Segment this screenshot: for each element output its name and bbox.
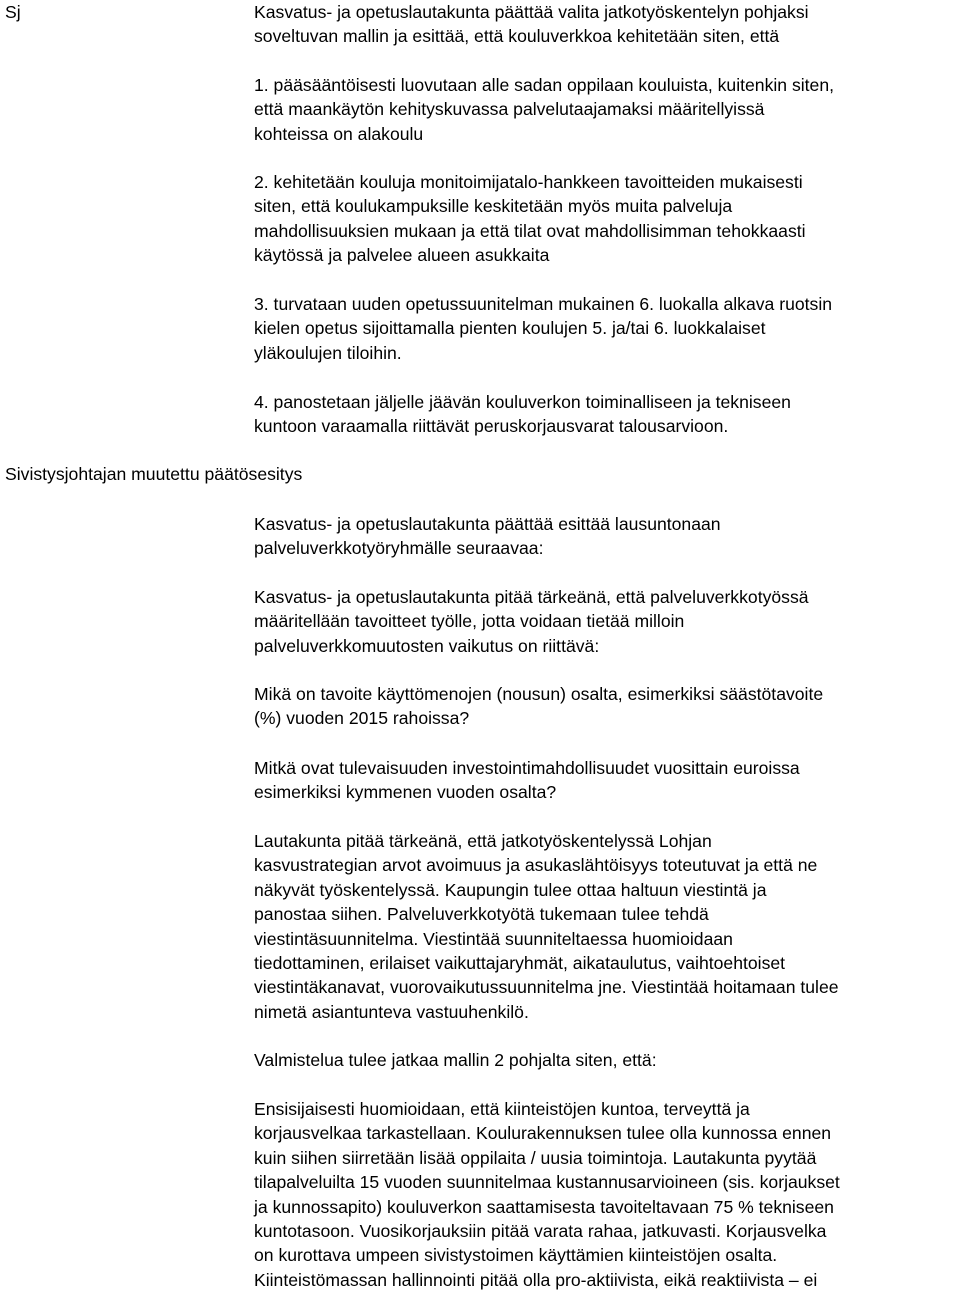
communication-paragraph: Lautakunta pitää tärkeänä, että jatkotyöskentelyssä Lohjan kasvustrategian arvot avoimuus ja asukaslähtöisyys toteutuvat ja että ne näkyvät työskentelyssä. Kaupungin tulee ottaa haltuun viestintä ja panostaa siihen. Palveluverkkotyötä tukemaan tulee tehdä viestintäsuunnitelma. Viestintää suunniteltaessa huomioidaan tiedottaminen, erilaiset vaikuttajaryhmät, aikataulutus, vaihtoehtoiset viestintäkanavat, vuorovaikutussuunnitelma jne. Viestintää hoitamaan tulee nimetä asiantunteva vastuuhenkilö. <box>254 831 839 1022</box>
question-savings-paragraph: Mikä on tavoite käyttömenojen (nousun) osalta, esimerkiksi säästötavoite (%) vuoden 2015 rahoissa? <box>254 684 824 729</box>
question-investments-paragraph: Mitkä ovat tulevaisuuden investointimahdollisuudet vuosittain euroissa esimerkiksi kymmenen vuoden osalta? <box>254 758 800 803</box>
list-item-2: 2. kehitetään kouluja monitoimijatalo-hankkeen tavoitteiden mukaisesti siten, että koulukampuksille keskitetään myös muita palveluja mahdollisuuksien mukaan ja että tilat ovat mahdollisimman tehokkaasti käytössä ja palvelee alueen asukkaita <box>254 172 806 266</box>
preparation-paragraph: Valmistelua tulee jatkaa mallin 2 pohjalta siten, että: <box>254 1050 657 1070</box>
targets-paragraph: Kasvatus- ja opetuslautakunta pitää tärkeänä, että palveluverkkotyössä määritellään tavoitteet työlle, jotta voidaan tietää milloin palveluverkkomuutosten vaikutus on riittävä: <box>254 587 809 656</box>
property-condition-paragraph: Ensisijaisesti huomioidaan, että kiinteistöjen kuntoa, terveyttä ja korjausvelkaa tarkastellaan. Koulurakennuksen tulee olla kunnossa ennen kuin siihen siirretään lisää oppilaita / uusia toimintoja. Lautakunta pyytää tilapalveluilta 15 vuoden suunnitelmaa kustannusarvioineen (sis. korjaukset ja kunnossapito) kouluverkon saattamisesta tavoiteltavaan 75 % tekniseen kuntotasoon. Vuosikorjauksiin pitää varata rahaa, jatkuvasti. Korjausvelka on kurottava umpeen sivistystoimen käyttämien kiinteistöjen osalta. Kiinteistömassan hallinnointi pitää olla pro-aktiivista, eikä reaktiivista – ei <box>254 1099 840 1290</box>
list-item-1: 1. pääsääntöisesti luovutaan alle sadan oppilaan kouluista, kuitenkin siten, että maankäytön kehityskuvassa palvelutaajamaksi määritellyissä kohteissa on alakoulu <box>254 75 835 144</box>
list-item-3: 3. turvataan uuden opetussuunitelman mukainen 6. luokalla alkava ruotsin kielen opetus sijoittamalla pienten koulujen 5. ja/tai 6. luokkalaiset yläkoulujen tiloihin. <box>254 294 833 363</box>
section-label-sj: Sj <box>5 2 21 22</box>
statement-intro-paragraph: Kasvatus- ja opetuslautakunta päättää esittää lausuntonaan palveluverkkotyöryhmälle seuraavaa: <box>254 514 721 559</box>
decision-intro-paragraph: Kasvatus- ja opetuslautakunta päättää valita jatkotyöskentelyn pohjaksi soveltuvan mallin ja esittää, että kouluverkkoa kehitetään siten, että <box>254 2 809 47</box>
section-label-modified-proposal: Sivistysjohtajan muutettu päätösesitys <box>5 464 303 484</box>
list-item-4: 4. panostetaan jäljelle jäävän kouluverkon toiminalliseen ja tekniseen kuntoon varaamalla riittävät peruskorjausvarat talousarvioon. <box>254 392 791 437</box>
